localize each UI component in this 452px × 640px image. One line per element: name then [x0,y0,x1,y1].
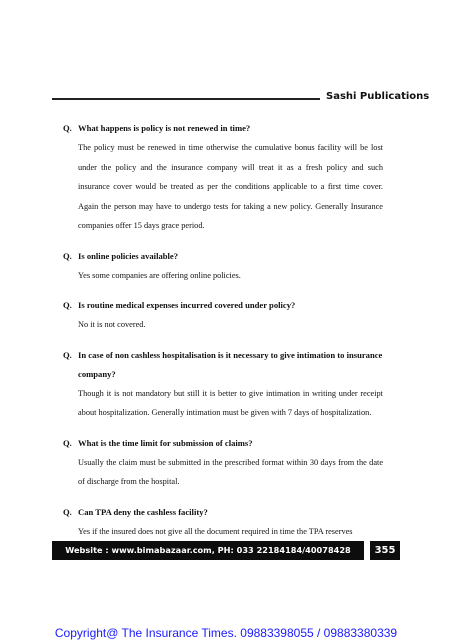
page-number: 355 [370,541,400,560]
question-text: Is routine medical expenses incurred covered under policy? [78,300,296,310]
footer-website-bar: Website : www.bimabazaar.com, PH: 033 22184184/40078428 [52,541,364,560]
question-text: Is online policies available? [78,250,179,261]
faq-question [63,296,383,315]
faq-item [63,247,383,286]
faq-question [63,247,383,266]
faq-question [63,503,383,522]
question-text: Can TPA deny the cashless facility? [78,506,208,517]
faq-item [63,503,383,542]
faq-answer: Though it is not mandatory but still it is better to give intimation in writing under receipt about hospitalization. Generally intimation must be given with 7 days of hospitalization. [78,388,383,417]
question-marker: Q. [63,123,72,133]
faq-content [63,119,383,552]
faq-answer: Yes some companies are offering online policies. [78,270,241,280]
faq-question [63,119,383,138]
faq-item [63,434,383,492]
faq-answer: The policy must be renewed in time otherwise the cumulative bonus facility will be lost under the policy and the insurance company will treat it as a fresh policy and such insurance cover would be treated as per the conditions applicable to a first time cover. Again the person may have to undergo tests for taking a new policy. Generally Insurance companies offer 15 days grace period. [78,143,383,230]
faq-item [63,296,383,335]
publisher-name: Sashi Publications [326,91,430,102]
question-marker: Q. [63,506,72,517]
faq-answer: Yes if the insured does not give all the document required in time the TPA reserves [78,526,353,536]
faq-question [63,346,383,384]
faq-item [63,346,383,423]
question-text: What is the time limit for submission of claims? [78,437,253,448]
faq-answer: Usually the claim must be submitted in the prescribed format within 30 days from the date of discharge from the hospital. [78,457,383,486]
question-marker: Q. [63,250,72,261]
question-text: In case of non cashless hospitalisation is it necessary to give intimation to insurance company? [78,349,383,379]
question-text: What happens is policy is not renewed in time? [78,123,251,133]
faq-question [63,434,383,453]
faq-answer: No it is not covered. [78,320,146,329]
copyright-notice: Copyright@ The Insurance Times. 09883398055 / 09883380339 [54,626,398,640]
question-marker: Q. [63,349,72,360]
question-marker: Q. [63,300,72,310]
header-rule [52,98,320,100]
faq-item [63,119,383,236]
question-marker: Q. [63,437,72,448]
